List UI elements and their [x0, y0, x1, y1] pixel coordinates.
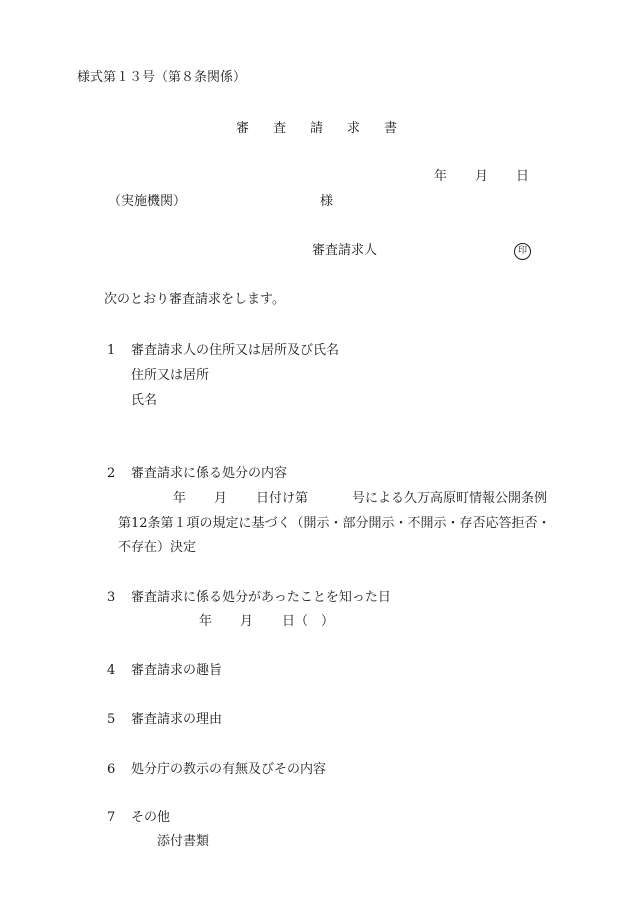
- title-char: 審: [236, 121, 250, 136]
- section-2-year: 年: [173, 491, 187, 506]
- title-char: 請: [310, 121, 324, 136]
- date-day: 日: [516, 169, 530, 184]
- requester-label: 審査請求人: [312, 243, 378, 258]
- name-label: 氏名: [131, 393, 158, 408]
- title-char: 査: [273, 121, 287, 136]
- section-3-title: 審査請求に係る処分があったことを知った日: [131, 590, 391, 605]
- title-char: 求: [347, 121, 361, 136]
- address-label: 住所又は居所: [131, 368, 210, 383]
- section-2-month: 月: [214, 491, 228, 506]
- section-2-ordinance: 号による久万高原町情報公開条例: [352, 491, 548, 506]
- section-2-number: 2: [107, 466, 116, 481]
- date-year: 年: [434, 169, 448, 184]
- section-5-number: 5: [107, 712, 116, 727]
- section-6-number: 6: [107, 762, 116, 777]
- title-char: 書: [384, 121, 398, 136]
- section-1-number: 1: [107, 343, 116, 358]
- section-3-year: 年: [199, 614, 213, 629]
- section-2-line-3: 不存在）決定: [118, 540, 197, 555]
- section-6-title: 処分庁の教示の有無及びその内容: [131, 762, 327, 777]
- intro-text: 次のとおり審査請求をします。: [104, 292, 285, 307]
- section-7-number: 7: [107, 810, 116, 825]
- date-month: 月: [475, 169, 489, 184]
- section-4-number: 4: [107, 663, 116, 678]
- section-7-title: その他: [131, 810, 171, 825]
- recipient-honorific: 様: [320, 194, 334, 209]
- form-number: 様式第１３号（第８条関係）: [77, 70, 247, 85]
- section-5-title: 審査請求の理由: [131, 712, 223, 727]
- section-2-dated-no: 日付け第: [256, 491, 309, 506]
- section-2-title: 審査請求に係る処分の内容: [131, 466, 288, 481]
- section-3-month: 月: [240, 614, 254, 629]
- seal-mark: 印: [514, 243, 531, 260]
- section-2-line-2: 第12条第１項の規定に基づく（開示・部分開示・不開示・存否応答拒否・: [118, 516, 551, 531]
- attachments-label: 添付書類: [157, 834, 210, 849]
- section-4-title: 審査請求の趣旨: [131, 663, 223, 678]
- section-1-title: 審査請求人の住所又は居所及び氏名: [131, 343, 340, 358]
- section-3-number: 3: [107, 590, 116, 605]
- recipient-agency: （実施機関）: [108, 194, 187, 209]
- section-3-day-paren: 日（ ）: [282, 614, 335, 629]
